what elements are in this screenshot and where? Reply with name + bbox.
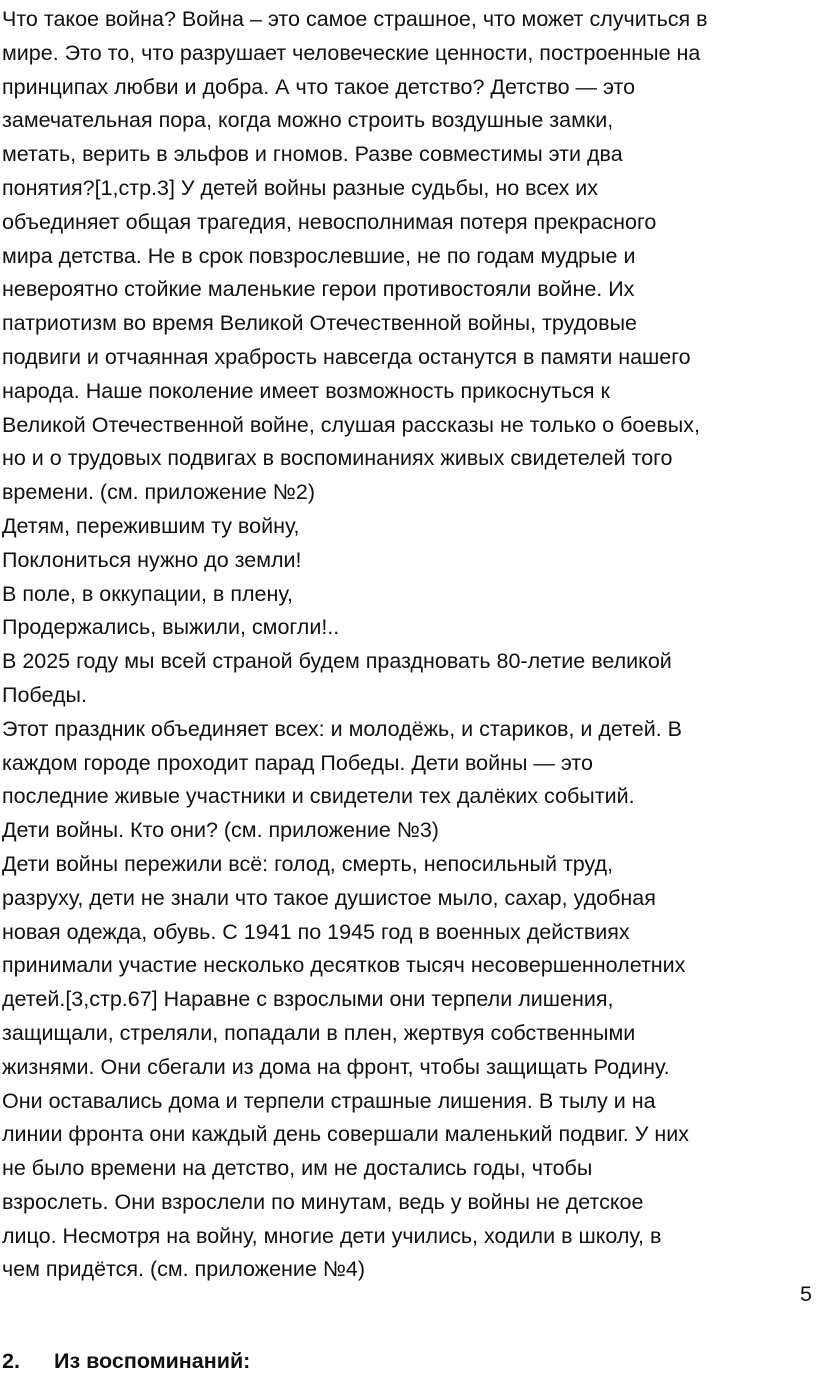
text-line: Дети войны. Кто они? (см. приложение №3) (2, 818, 439, 843)
text-line: но и о трудовых подвигах в воспоминаниях живых свидетелей того (2, 446, 673, 471)
text-line: Этот праздник объединяет всех: и молодёжь, и стариков, и детей. В (2, 716, 683, 741)
text-line: новая одежда, обувь. С 1941 по 1945 год в военных действиях (2, 919, 630, 944)
text-line: невероятно стойкие маленькие герои противостояли войне. Их (2, 277, 635, 302)
text-line: мире. Это то, что разрушает человеческие ценности, построенные на (2, 40, 701, 65)
text-line: понятия?[1,стр.3] У детей войны разные судьбы, но всех их (2, 175, 599, 200)
text-line: линии фронта они каждый день совершали маленький подвиг. У них (2, 1122, 690, 1147)
text-line: разруху, дети не знали что такое душистое мыло, сахар, удобная (2, 885, 656, 910)
text-line: принципах любви и добра. А что такое детство? Детство — это (2, 74, 636, 99)
text-line: метать, верить в эльфов и гномов. Разве совместимы эти два (2, 142, 623, 167)
text-line: времени. (см. приложение №2) (2, 480, 315, 505)
text-line: подвиги и отчаянная храбрость навсегда останутся в памяти нашего (2, 344, 691, 369)
text-line: жизнями. Они сбегали из дома на фронт, чтобы защищать Родину. (2, 1054, 670, 1079)
text-line: Победы. (2, 682, 87, 707)
text-line: последние живые участники и свидетели тех далёких событий. (2, 784, 635, 809)
section-title: Из воспоминаний: (54, 1349, 251, 1373)
text-line: В 2025 году мы всей страной будем праздновать 80-летие великой (2, 649, 672, 674)
text-line: Что такое война? Война – это самое страшное, что может случиться в (2, 7, 708, 31)
text-line: не было времени на детство, им не достались годы, чтобы (2, 1156, 593, 1181)
text-line: Великой Отечественной войне, слушая рассказы не только о боевых, (2, 412, 700, 437)
section-number: 2. (2, 1349, 20, 1373)
text-line: объединяет общая трагедия, невосполнимая потеря прекрасного (2, 209, 657, 234)
text-line: Они оставались дома и терпели страшные лишения. В тылу и на (2, 1088, 656, 1113)
poem-line: В поле, в оккупации, в плену, (2, 581, 293, 606)
section-heading (2, 1346, 250, 1376)
poem-line: Детям, пережившим ту войну, (2, 513, 300, 538)
text-line: каждом городе проходит парад Победы. Дети войны — это (2, 750, 593, 775)
text-line: принимали участие несколько десятков тысяч несовершеннолетних (2, 953, 686, 978)
text-line: лицо. Несмотря на войну, многие дети учились, ходили в школу, в (2, 1223, 662, 1248)
text-line: детей.[3,стр.67] Наравне с взрослыми они терпели лишения, (2, 987, 614, 1012)
text-line: мира детства. Не в срок повзрослевшие, не по годам мудрые и (2, 243, 636, 268)
text-line: защищали, стреляли, попадали в плен, жертвуя собственными (2, 1020, 636, 1045)
text-line: патриотизм во время Великой Отечественной войны, трудовые (2, 311, 637, 336)
page-number: 5 (800, 1282, 812, 1306)
text-line: чем придётся. (см. приложение №4) (2, 1257, 366, 1282)
poem-line: Продержались, выжили, смогли!.. (2, 615, 340, 640)
text-line: народа. Наше поколение имеет возможность прикоснуться к (2, 378, 610, 403)
body-text (2, 3, 814, 1287)
text-line: замечательная пора, когда можно строить воздушные замки, (2, 108, 614, 133)
poem-line: Поклониться нужно до земли! (2, 547, 302, 572)
text-line: Дети войны пережили всё: голод, смерть, непосильный труд, (2, 851, 614, 876)
text-line: взрослеть. Они взрослели по минутам, ведь у войны не детское (2, 1189, 644, 1214)
